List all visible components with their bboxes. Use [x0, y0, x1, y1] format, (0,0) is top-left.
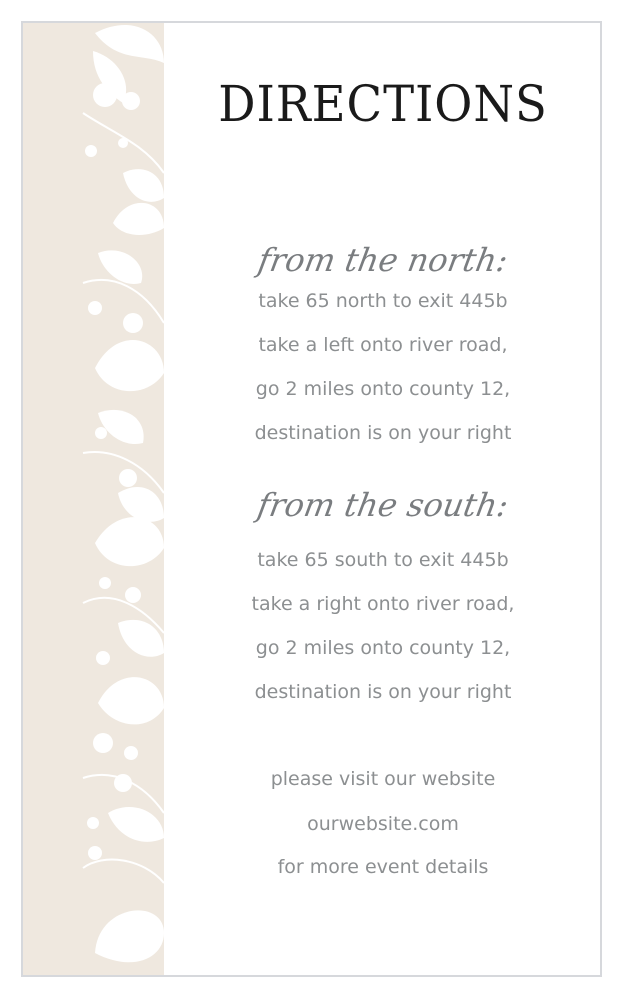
north-step-3: go 2 miles onto county 12,: [255, 378, 511, 400]
north-step-4: destination is on your right: [254, 422, 512, 444]
page-title: DIRECTIONS: [218, 75, 548, 133]
website-url: ourwebsite.com: [307, 813, 459, 835]
directions-content: [164, 23, 602, 975]
leaf-vine-pattern-icon: [23, 23, 164, 975]
north-step-1: take 65 north to exit 445b: [258, 290, 508, 312]
south-heading: from the south:: [254, 486, 512, 524]
north-heading: from the north:: [255, 241, 511, 279]
more-details-text: for more event details: [277, 856, 489, 878]
south-step-3: go 2 miles onto county 12,: [255, 637, 511, 659]
website-prompt: please visit our website: [270, 768, 496, 790]
south-step-2: take a right onto river road,: [251, 593, 515, 615]
south-step-1: take 65 south to exit 445b: [257, 549, 509, 571]
directions-card: [21, 21, 602, 977]
decorative-side-band: [23, 23, 164, 975]
south-step-4: destination is on your right: [254, 681, 512, 703]
north-step-2: take a left onto river road,: [258, 334, 508, 356]
